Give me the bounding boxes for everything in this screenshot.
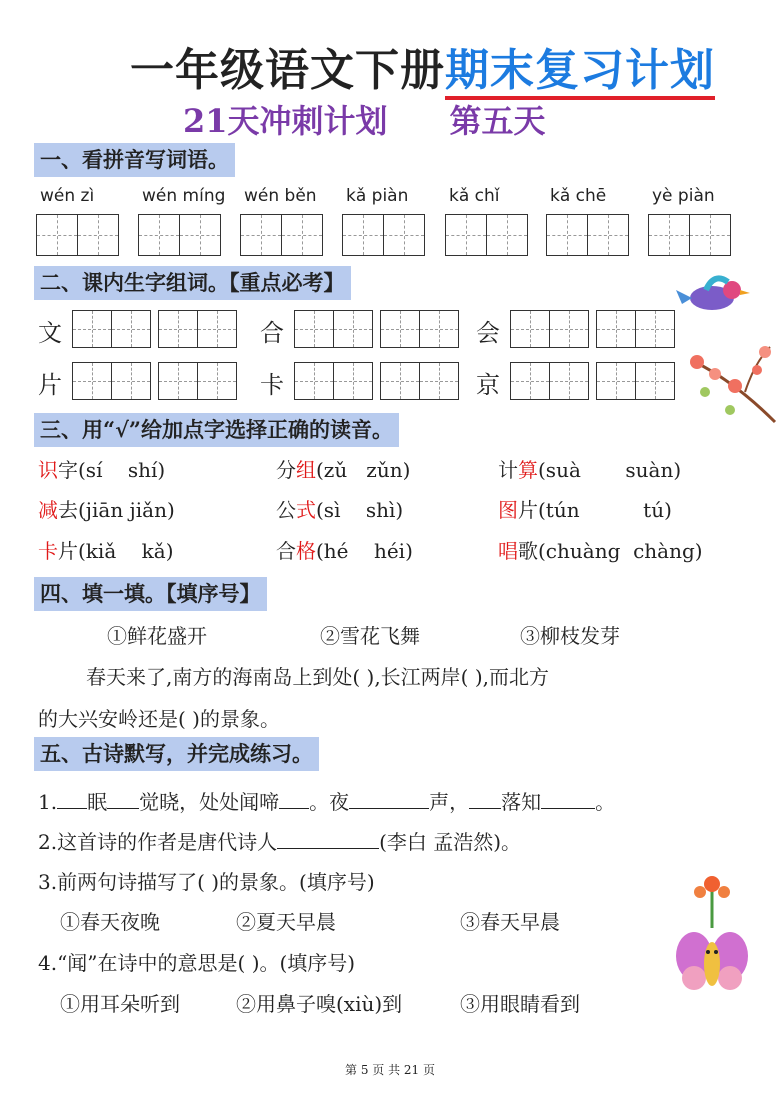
section4-header: 四、填一填。【填序号】 [34, 577, 267, 611]
dotted-char: 卡 [38, 539, 58, 563]
writing-box[interactable] [689, 214, 731, 256]
writing-box-pair[interactable] [158, 362, 237, 400]
writing-box[interactable] [179, 214, 221, 256]
writing-box[interactable] [342, 214, 384, 256]
writing-box-pair[interactable] [72, 362, 151, 400]
writing-box[interactable] [510, 362, 550, 400]
dotted-char: 算 [518, 458, 538, 482]
pinyin-options: 片(kiǎ kǎ) [58, 539, 174, 563]
pinyin-options: 歌(chuàng chàng) [518, 539, 703, 563]
writing-box-pair[interactable] [342, 214, 425, 256]
option-3: ③柳枝发芽 [520, 624, 620, 648]
reading-choice-item[interactable] [498, 454, 681, 483]
writing-box[interactable] [549, 362, 589, 400]
prefix-char: 公 [276, 498, 296, 522]
q4-option-2: ②用鼻子嗅(xiù)到 [236, 992, 403, 1016]
study-character: 文 [38, 319, 62, 347]
dotted-char: 唱 [498, 539, 518, 563]
pinyin-label: wén zì [40, 186, 95, 206]
pinyin-label: yè piàn [652, 186, 715, 206]
writing-box[interactable] [158, 310, 198, 348]
reading-choice-item[interactable] [38, 535, 174, 564]
study-character: 卡 [260, 371, 284, 399]
writing-box[interactable] [72, 362, 112, 400]
writing-box[interactable] [77, 214, 119, 256]
writing-box[interactable] [240, 214, 282, 256]
q3-option-3: ③春天早晨 [460, 910, 560, 934]
pinyin-label: wén míng [142, 186, 226, 206]
writing-box-pair[interactable] [240, 214, 323, 256]
study-character: 合 [260, 319, 284, 347]
writing-box-pair[interactable] [596, 310, 675, 348]
writing-box-pair[interactable] [596, 362, 675, 400]
writing-box[interactable] [294, 310, 334, 348]
pinyin-options: 片(tún tú) [518, 498, 672, 522]
dotted-char: 减 [38, 498, 58, 522]
study-character: 京 [476, 371, 500, 399]
reading-choice-item[interactable] [38, 454, 165, 483]
page-footer: 第 5 页 共 21 页 [345, 1063, 435, 1077]
writing-box-pair[interactable] [158, 310, 237, 348]
reading-choice-item[interactable] [498, 494, 672, 523]
flower-branch-icon [675, 322, 780, 427]
reading-choice-item[interactable] [276, 454, 410, 483]
pinyin-label: kǎ piàn [346, 186, 409, 206]
writing-box[interactable] [596, 310, 636, 348]
page-subtitle: 21天冲刺计划 第五天 [183, 102, 546, 140]
writing-box[interactable] [635, 362, 675, 400]
writing-box[interactable] [380, 310, 420, 348]
reading-choice-item[interactable] [276, 494, 403, 523]
dotted-char: 式 [296, 498, 316, 522]
pinyin-options: (suà suàn) [538, 458, 682, 482]
writing-box[interactable] [380, 362, 420, 400]
q3-option-1: ①春天夜晚 [60, 910, 160, 934]
butterfly-icon [672, 868, 752, 996]
writing-box[interactable] [197, 310, 237, 348]
pinyin-options: (hé héi) [316, 539, 413, 563]
poem-question-3: 3.前两句诗描写了( )的景象。(填序号) [38, 870, 375, 894]
writing-box[interactable] [294, 362, 334, 400]
fill-sentence-line1: 春天来了,南方的海南岛上到处( ),长江两岸( ),而北方 [86, 665, 549, 689]
writing-box[interactable] [197, 362, 237, 400]
section2-header: 二、课内生字组词。【重点必考】 [34, 266, 351, 300]
writing-box-pair[interactable] [510, 362, 589, 400]
page-title: 一年级语文下册期末复习计划 [130, 34, 715, 98]
writing-box[interactable] [333, 310, 373, 348]
writing-box[interactable] [596, 362, 636, 400]
bird-icon [672, 268, 752, 324]
reading-choice-item[interactable] [498, 535, 703, 564]
writing-box[interactable] [648, 214, 690, 256]
prefix-char: 分 [276, 458, 296, 482]
writing-box[interactable] [383, 214, 425, 256]
writing-box[interactable] [510, 310, 550, 348]
pinyin-options: 字(sí shí) [58, 458, 166, 482]
writing-box-pair[interactable] [36, 214, 119, 256]
poem-question-2: 2.这首诗的作者是唐代诗人 (李白 孟浩然)。 [38, 830, 522, 854]
writing-box-pair[interactable] [510, 310, 589, 348]
prefix-char: 合 [276, 539, 296, 563]
pinyin-options: (zǔ zǔn) [316, 458, 411, 482]
pinyin-label: kǎ chē [550, 186, 607, 206]
writing-box[interactable] [635, 310, 675, 348]
fill-sentence-line2: 的大兴安岭还是( )的景象。 [38, 707, 280, 731]
writing-box[interactable] [333, 362, 373, 400]
writing-box[interactable] [445, 214, 487, 256]
q4-option-1: ①用耳朵听到 [60, 992, 180, 1016]
dotted-char: 图 [498, 498, 518, 522]
poem-question-1: 1. 眠 觉晓，处处闻啼 。夜 声， 落知 。 [38, 790, 616, 814]
pinyin-label: wén běn [244, 186, 317, 206]
writing-box[interactable] [549, 310, 589, 348]
pinyin-label: kǎ chǐ [449, 186, 500, 206]
writing-box-pair[interactable] [445, 214, 528, 256]
writing-box[interactable] [111, 362, 151, 400]
writing-box-pair[interactable] [648, 214, 731, 256]
study-character: 会 [476, 319, 500, 347]
writing-box-pair[interactable] [546, 214, 629, 256]
section5-header: 五、古诗默写，并完成练习。 [34, 737, 319, 771]
q3-option-2: ②夏天早晨 [236, 910, 336, 934]
writing-box[interactable] [111, 310, 151, 348]
writing-box-pair[interactable] [380, 310, 459, 348]
writing-box[interactable] [419, 362, 459, 400]
writing-box[interactable] [36, 214, 78, 256]
dotted-char: 格 [296, 539, 316, 563]
section1-header: 一、看拼音写词语。 [34, 143, 235, 177]
dotted-char: 组 [296, 458, 316, 482]
reading-choice-item[interactable] [38, 494, 175, 523]
pinyin-options: 去(jiān jiǎn) [58, 498, 175, 522]
writing-box[interactable] [281, 214, 323, 256]
writing-box[interactable] [72, 310, 112, 348]
writing-box[interactable] [587, 214, 629, 256]
writing-box[interactable] [546, 214, 588, 256]
prefix-char: 计 [498, 458, 518, 482]
poem-question-4: 4.“闻”在诗中的意思是( )。(填序号) [38, 951, 356, 975]
reading-choice-item[interactable] [276, 535, 413, 564]
writing-box[interactable] [486, 214, 528, 256]
section3-header: 三、用“√”给加点字选择正确的读音。 [34, 413, 399, 447]
pinyin-options: (sì shì) [316, 498, 404, 522]
option-1: ①鲜花盛开 [107, 624, 207, 648]
option-2: ②雪花飞舞 [320, 624, 420, 648]
writing-box[interactable] [419, 310, 459, 348]
writing-box-pair[interactable] [72, 310, 151, 348]
study-character: 片 [38, 371, 62, 399]
q4-option-3: ③用眼睛看到 [460, 992, 580, 1016]
dotted-char: 识 [38, 458, 58, 482]
writing-box-pair[interactable] [380, 362, 459, 400]
writing-box-pair[interactable] [294, 362, 373, 400]
writing-box[interactable] [158, 362, 198, 400]
writing-box[interactable] [138, 214, 180, 256]
writing-box-pair[interactable] [138, 214, 221, 256]
writing-box-pair[interactable] [294, 310, 373, 348]
